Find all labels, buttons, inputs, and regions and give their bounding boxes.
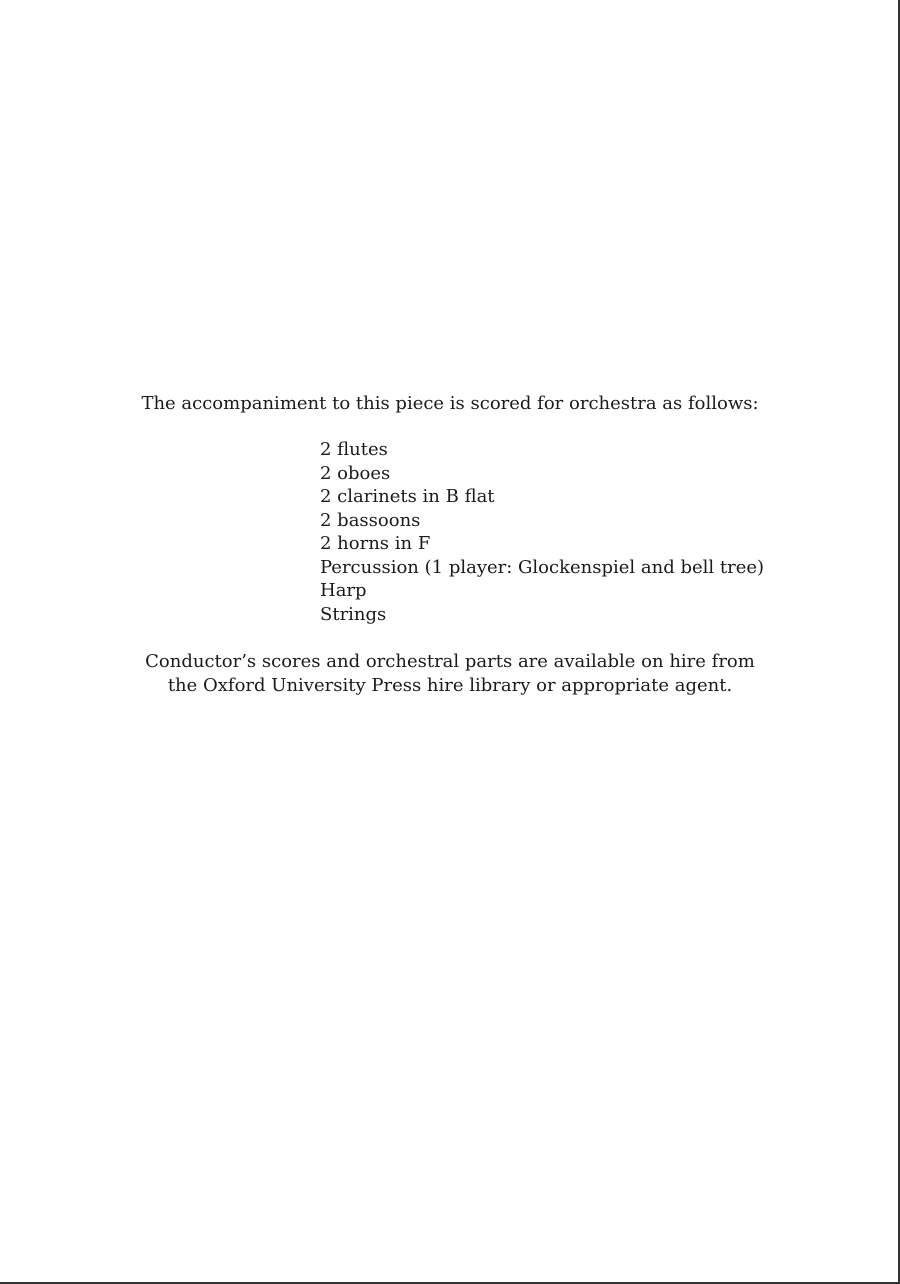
availability-line-2: the Oxford University Press hire library or appropriate agent. — [167, 675, 733, 696]
instrument-item: 2 clarinets in B flat — [320, 486, 495, 507]
instrument-item: 2 horns in F — [320, 533, 431, 554]
instrument-list — [320, 438, 764, 626]
instrument-item: Harp — [320, 580, 367, 601]
instrument-item: 2 oboes — [320, 462, 391, 484]
instrument-item: Strings — [320, 603, 387, 625]
instrument-item: 2 bassoons — [320, 509, 421, 531]
instrument-item: Percussion (1 player: Glockenspiel and bell tree) — [320, 556, 765, 578]
availability-note — [0, 650, 900, 698]
availability-line-1: Conductor’s scores and orchestral parts are available on hire from — [145, 651, 755, 672]
intro-text: The accompaniment to this piece is scored for orchestra as follows: — [141, 393, 759, 414]
instrument-item: 2 flutes — [320, 439, 388, 460]
